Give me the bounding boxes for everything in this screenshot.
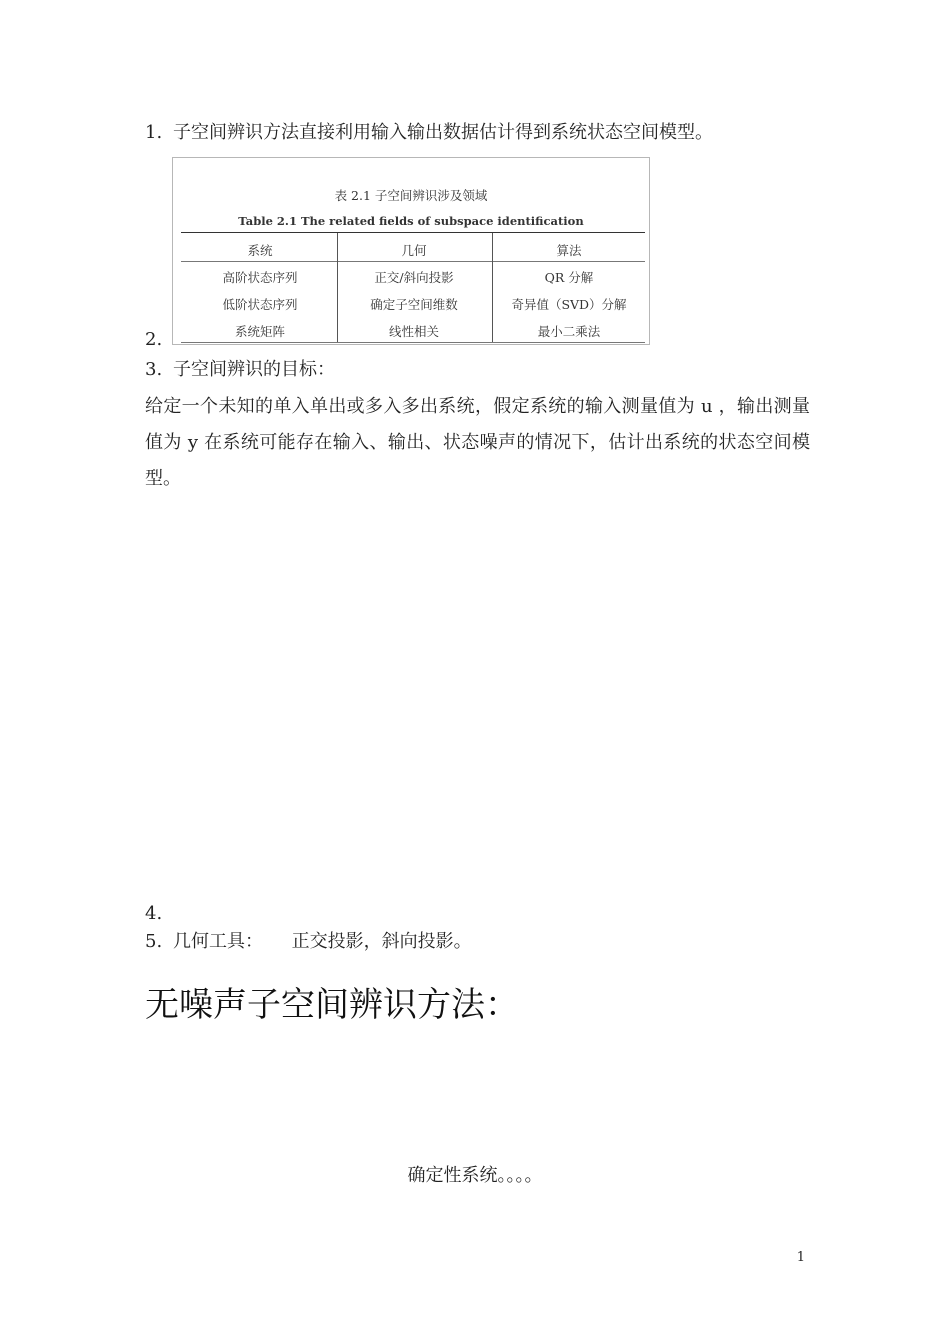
fields-table-figure [172,157,650,345]
table-header-rule [181,261,645,262]
table-header-cell: 几何 [401,243,427,258]
goal-paragraph: 给定一个未知的单入单出或多入多出系统，假定系统的输入测量值为 u ，输出测量值为 y 在系统可能存在输入、输出、状态噪声的情况下，估计出系统的状态空间模型。 [145,396,810,489]
list-item-5 [145,930,472,954]
list-number: 5. [145,931,163,952]
list-text: 子空间辨识的目标： [173,359,335,380]
table-column-divider [337,233,338,342]
table-cell: QR 分解 [544,270,594,285]
list-text: 子空间辨识方法直接利用输入输出数据估计得到系统状态空间模型。 [173,122,713,143]
table-cell: 低阶状态序列 [222,297,298,312]
list-number: 1. [145,122,163,143]
list-number: 2. [145,329,163,350]
section-heading: 无噪声子空间辨识方法： [145,985,519,1025]
table-top-rule [181,232,645,233]
table-caption-cn: 表 2.1 子空间辨识涉及领域 [334,188,488,203]
list-item-4 [145,902,173,926]
list-text: 几何工具： 正交投影，斜向投影。 [173,931,472,952]
table-cell: 系统矩阵 [234,324,285,339]
list-number: 3. [145,359,163,380]
table-cell: 最小二乘法 [537,324,601,339]
list-item-2 [145,328,173,352]
deterministic-system-text: 确定性系统。。。。 [407,1165,543,1186]
table-header-cell: 算法 [556,243,582,258]
table-cell: 确定子空间维数 [370,297,458,312]
list-number: 4. [145,903,163,924]
table-cell: 线性相关 [388,324,439,339]
list-item-1 [145,121,713,145]
table-column-divider [492,233,493,342]
table-cell: 正交/斜向投影 [374,270,454,285]
table-bottom-rule [181,342,645,343]
page-number: 1 [796,1250,805,1265]
table-cell: 高阶状态序列 [222,270,298,285]
table-header-cell: 系统 [247,243,273,258]
table-cell: 奇异值（SVD）分解 [511,297,627,312]
table-caption-en: Table 2.1 The related fields of subspace identification [238,214,584,228]
list-item-3 [145,358,335,382]
